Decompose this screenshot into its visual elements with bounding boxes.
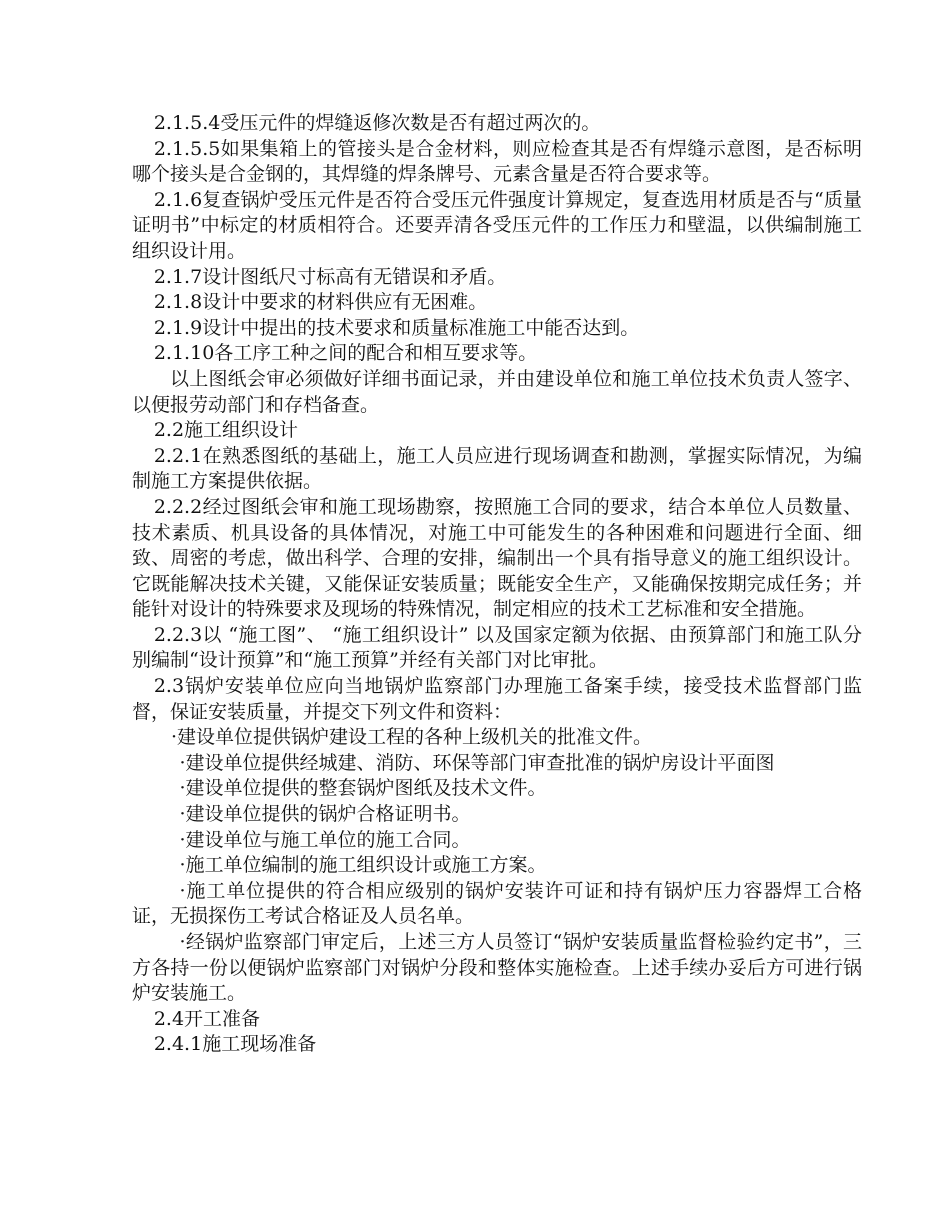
review-record-note: 以上图纸会审必须做好详细书面记录，并由建设单位和施工单位技术负责人签字、以便报劳动部门和存档备查。	[132, 367, 862, 416]
clause-2-1-9: 2.1.9设计中提出的技术要求和质量标准施工中能否达到。	[153, 316, 640, 339]
clause-2-2-2: 2.2.2经过图纸会审和施工现场勘察，按照施工合同的要求，结合本单位人员数量、技术素质、机具设备的具体情况，对施工中可能发生的各种困难和问题进行全面、细致、周密的考虑，做出科学、合理的安排，编制出一个具有指导意义的施工组织设计。它既能解决技术关键，又能保证安装质量；既能安全生产，又能确保按期完成任务；并能针对设计的特殊要求及现场的特殊情况，制定相应的技术工艺标准和安全措施。	[132, 495, 862, 621]
bullet-item: ·建设单位与施工单位的施工合同。	[179, 828, 471, 851]
clause-2-2-1: 2.2.1在熟悉图纸的基础上，施工人员应进行现场调查和勘测，掌握实际情况，为编制施工方案提供依据。	[132, 444, 862, 493]
clause-2-4-1: 2.4.1施工现场准备	[153, 1033, 317, 1056]
clause-2-1-7: 2.1.7设计图纸尺寸标高有无错误和矛盾。	[153, 265, 507, 288]
bullet-item: ·施工单位提供的符合相应级别的锅炉安装许可证和持有锅炉压力容器焊工合格证，无损探伤工考试合格证及人员名单。	[132, 879, 862, 928]
document-body	[132, 111, 862, 1058]
bullet-item: ·经锅炉监察部门审定后，上述三方人员签订“锅炉安装质量监督检验约定书”，三方各持一份以便锅炉监察部门对锅炉分段和整体实施检查。上述手续办妥后方可进行锅炉安装施工。	[132, 931, 862, 1005]
section-heading-2-2: 2.2施工组织设计	[153, 419, 299, 442]
clause-2-1-6: 2.1.6复查锅炉受压元件是否符合受压元件强度计算规定，复查选用材质是否与“质量证明书”中标定的材质相符合。还要弄清各受压元件的工作压力和壁温，以供编制施工组织设计用。	[132, 188, 862, 262]
bullet-item: ·建设单位提供锅炉建设工程的各种上级机关的批准文件。	[170, 726, 652, 749]
bullet-item: ·建设单位提供的锅炉合格证明书。	[179, 803, 471, 826]
section-heading-2-4: 2.4开工准备	[153, 1007, 261, 1030]
clause-2-1-5-5: 2.1.5.5如果集箱上的管接头是合金材料，则应检查其是否有焊缝示意图，是否标明哪个接头是合金钢的，其焊缝的焊条牌号、元素含量是否符合要求等。	[132, 137, 862, 186]
bullet-item: ·施工单位编制的施工组织设计或施工方案。	[179, 854, 547, 877]
clause-2-1-10: 2.1.10各工序工种之间的配合和相互要求等。	[153, 342, 538, 365]
section-2-3: 2.3锅炉安装单位应向当地锅炉监察部门办理施工备案手续，接受技术监督部门监督，保证安装质量，并提交下列文件和资料：	[132, 675, 862, 723]
clause-2-1-8: 2.1.8设计中要求的材料供应有无困难。	[153, 291, 488, 314]
bullet-item: ·建设单位提供经城建、消防、环保等部门审查批准的锅炉房设计平面图	[179, 751, 775, 774]
bullet-item: ·建设单位提供的整套锅炉图纸及技术文件。	[179, 777, 547, 800]
clause-2-2-3: 2.2.3以 “施工图”、 “施工组织设计” 以及国家定额为依据、由预算部门和施工队分别编制“设计预算”和“施工预算”并经有关部门对比审批。	[132, 623, 862, 672]
clause-2-1-5-4: 2.1.5.4受压元件的焊缝返修次数是否有超过两次的。	[153, 112, 601, 134]
